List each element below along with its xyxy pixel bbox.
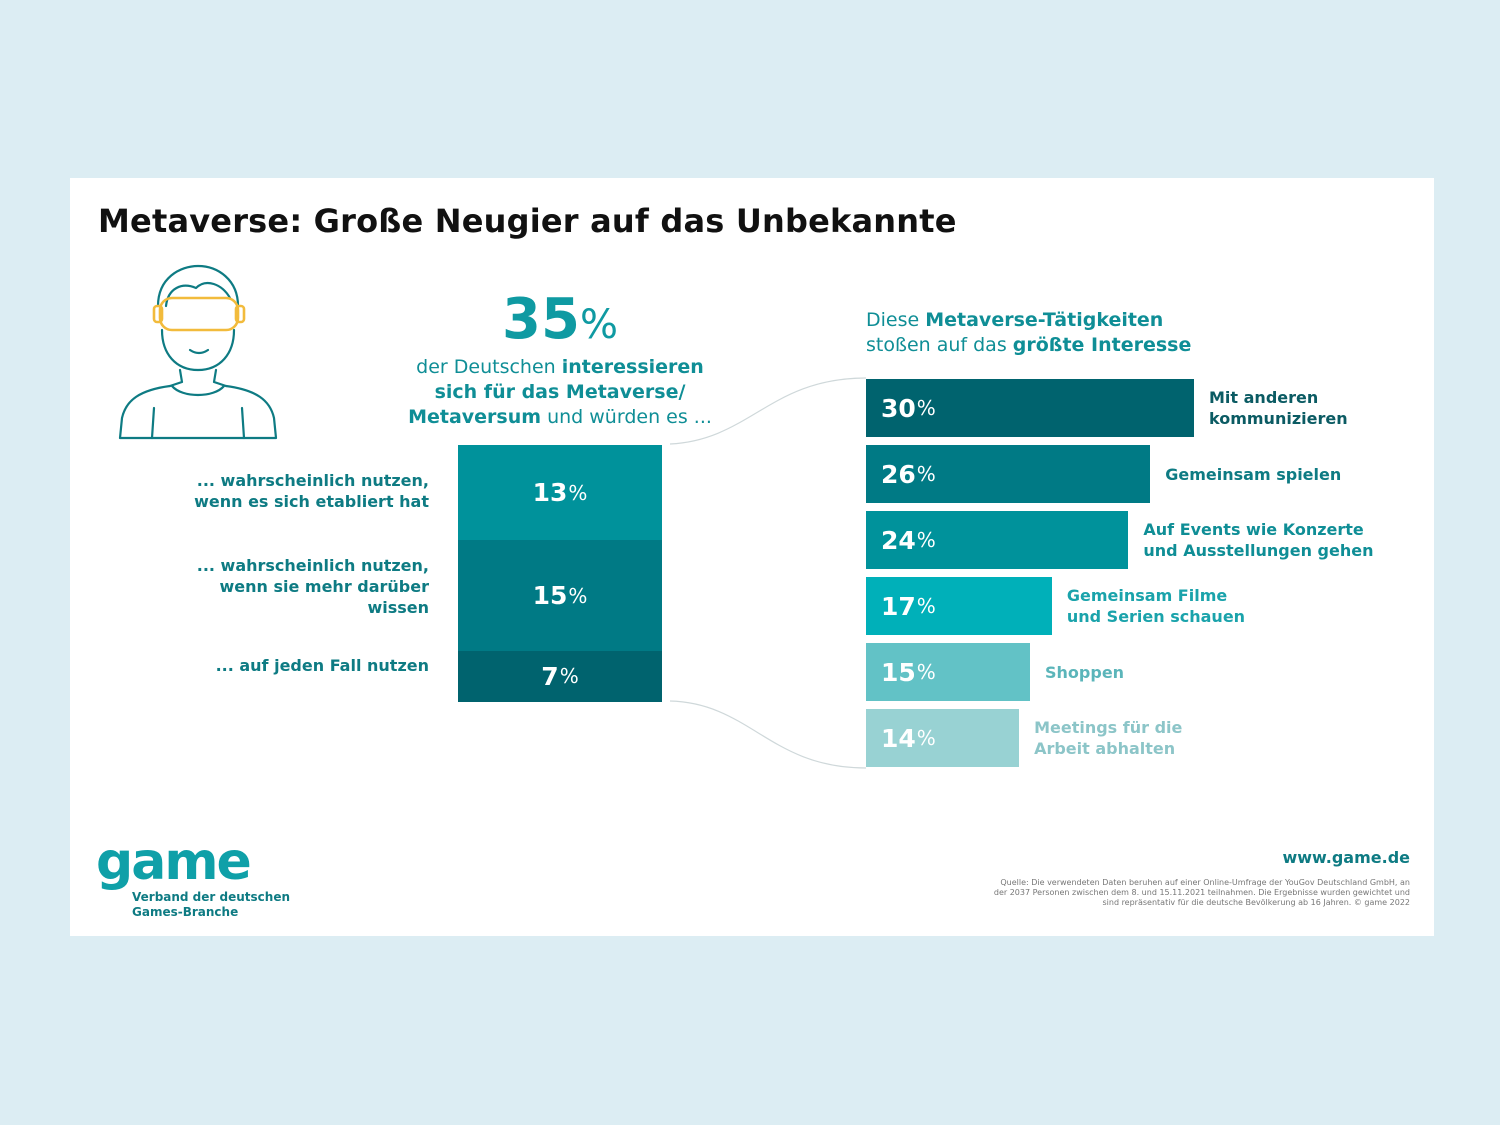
activity-bar bbox=[866, 445, 1150, 503]
bar-unit: % bbox=[916, 462, 936, 486]
bar-unit: % bbox=[916, 660, 936, 684]
activity-label: Mit anderen kommunizieren bbox=[1209, 388, 1348, 428]
source-note: Quelle: Die verwendeten Daten beruhen auf einer Online-Umfrage der YouGov Deutschland GmbH, an der 2037 Personen zwischen dem 8. und 15.11.2021 teilnahmen. Die Ergebnisse wurden gewichtet und sind repräsentativ für die deutsche Bevölkerung ab 16 Jahren. © game 2022 bbox=[993, 878, 1410, 907]
bar-unit: % bbox=[916, 594, 936, 618]
segment-value-label: 7 bbox=[541, 661, 559, 691]
activity-label: Auf Events wie Konzerte und Ausstellungen gehen bbox=[1143, 520, 1374, 560]
bar-value-label: 24 bbox=[881, 525, 916, 555]
bar-unit: % bbox=[916, 528, 936, 552]
segment-category-label: ... wahrscheinlich nutzen, wenn sie mehr darüber wissen bbox=[196, 555, 429, 617]
activities-heading: Diese Metaverse-Tätigkeiten stoßen auf das größte Interesse bbox=[866, 309, 1192, 356]
segment-category-label: ... wahrscheinlich nutzen, wenn es sich etabliert hat bbox=[194, 471, 429, 511]
headline-value: 35% bbox=[502, 287, 618, 352]
segment-unit: % bbox=[559, 664, 579, 689]
segment-value-label: 15 bbox=[532, 581, 568, 611]
activity-bar bbox=[866, 379, 1194, 437]
activity-bar bbox=[866, 511, 1128, 569]
activity-label: Shoppen bbox=[1045, 662, 1125, 682]
activity-bar bbox=[866, 577, 1052, 635]
activity-bar bbox=[866, 709, 1019, 767]
bar-value-label: 17 bbox=[881, 591, 916, 621]
segment-value-label: 13 bbox=[532, 478, 568, 508]
bar-value-label: 14 bbox=[881, 723, 916, 753]
infographic-card bbox=[70, 178, 1434, 936]
activity-bar bbox=[866, 643, 1030, 701]
bar-value-label: 15 bbox=[881, 657, 916, 687]
bar-unit: % bbox=[916, 396, 936, 420]
logo-wordmark: game bbox=[96, 832, 250, 892]
bar-value-label: 26 bbox=[881, 459, 916, 489]
activity-label: Gemeinsam Filme und Serien schauen bbox=[1066, 586, 1246, 626]
chart-title: Metaverse: Große Neugier auf das Unbekannte bbox=[98, 202, 957, 240]
segment-category-label: ... auf jeden Fall nutzen bbox=[215, 655, 429, 675]
segment-unit: % bbox=[568, 480, 588, 505]
activity-label: Meetings für die Arbeit abhalten bbox=[1034, 718, 1183, 758]
headline-description: der Deutschen interessieren sich für das Metaverse/ Metaversum und würden es ... bbox=[408, 356, 712, 428]
game-logo bbox=[96, 832, 290, 920]
logo-subtitle: Verband der deutschen Games-Branche bbox=[132, 890, 290, 919]
segment-unit: % bbox=[568, 583, 588, 608]
bar-value-label: 30 bbox=[881, 393, 916, 423]
website-link[interactable]: www.game.de bbox=[1282, 848, 1410, 867]
activity-label: Gemeinsam spielen bbox=[1165, 464, 1342, 484]
bar-unit: % bbox=[916, 726, 936, 750]
